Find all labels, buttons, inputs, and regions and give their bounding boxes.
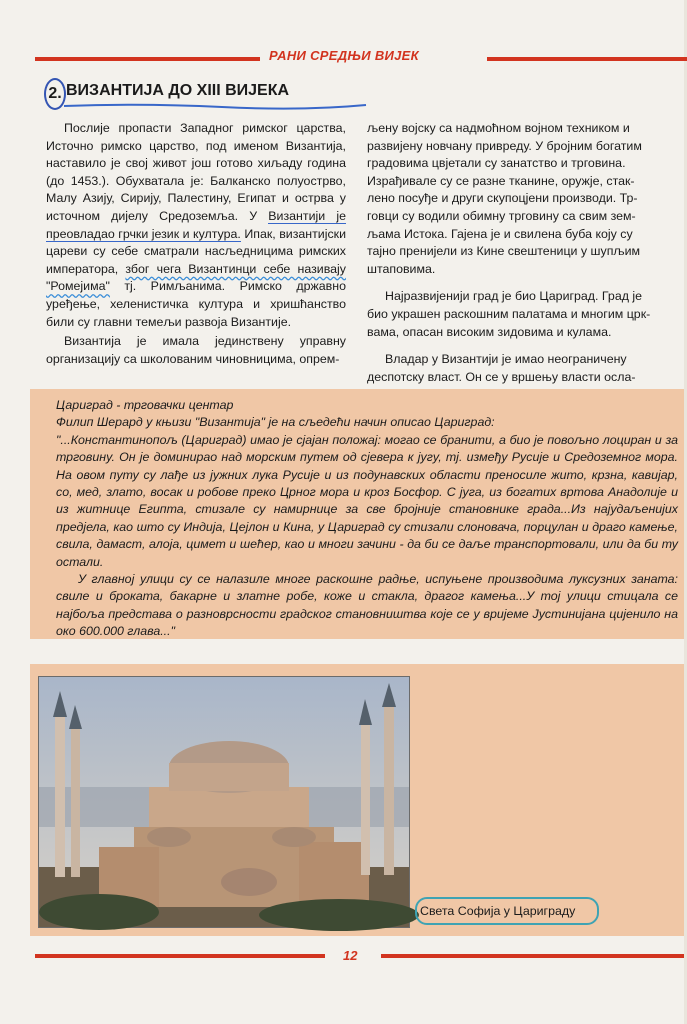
illustration-box xyxy=(30,664,684,936)
footer-rule-left xyxy=(35,954,325,958)
chapter-heading xyxy=(44,78,344,110)
text-line: љену војску са надмоћном војном техником и xyxy=(367,121,630,135)
text-line: Израђивале су се разне тканине, оружје, стак- xyxy=(367,173,635,188)
quote-paragraph-2: У главној улици су се налазиле многе раскошне радње, испуњене производима луксузних заната: свиле и броката, бакарне и златне робе, коже и стакла, драгог камења...У тој улици стицала се најбоља представа о разноврсности градског становништва које се у вријеме Јустинијана цијенило на око 600.000 глава..." xyxy=(56,572,678,639)
text-line: вама, опасан високим зидовима и кулама. xyxy=(367,324,612,339)
right-paragraph-capital xyxy=(367,288,684,341)
hagia-sophia-photo xyxy=(38,676,410,928)
text-line: говци су водили обимну трговину са свим зем- xyxy=(367,208,636,223)
underlined-greek-language: Византији је преовладао грчки језик и култура. xyxy=(46,208,346,241)
text-line: тајно пренијели из Кине свештеници у шупљим xyxy=(367,244,641,259)
right-paragraph-economy xyxy=(367,120,684,278)
page-number: 12 xyxy=(343,948,358,963)
text-line: развијену новчану привреду. У бројним богатим xyxy=(367,138,642,153)
running-head-label: РАНИ СРЕДЊИ ВИЈЕК xyxy=(269,48,419,63)
paragraph-intro-part-c: Ипак, византијски цареви су себе сматрали насљедницима римских императора, xyxy=(46,226,346,276)
running-head-rule-left xyxy=(35,57,260,61)
right-paragraph-ruler xyxy=(367,351,684,386)
text-line: лено посуђе и други скупоцјени производи. Тр- xyxy=(367,191,638,206)
underlined-romeji: због чега Византинци себе називају "Ромејима" xyxy=(46,261,346,294)
chapter-title: ВИЗАНТИЈА ДО XIII ВИЈЕКА xyxy=(66,82,290,99)
text-line: био украшен раскошним палатама и многим црк- xyxy=(367,306,651,321)
handwritten-underline xyxy=(62,102,368,110)
quote-intro: Филип Шерард у књизи "Византија" је на сљедећи начин описао Цариград: xyxy=(56,415,495,430)
text-line: љама Истока. Гајена је и свилена буба коју су xyxy=(367,226,633,241)
text-line: Најразвијенији град је био Цариград. Град је xyxy=(385,289,643,304)
text-line: градовима цвјетали су занатство и трговина. xyxy=(367,156,626,171)
text-line: Владар у Византији је имао неограничену xyxy=(385,352,627,367)
paragraph-intro-part-a: Послије пропасти Западног римског царства, Источно римско царство, под именом Византија, наставило је свој живот још готово хиљаду година (до 1453.). Обухватала је: Балканско полуострво, Малу Азију, Сирију, Палестину, Египат и острва у источном дијелу Средоземља. У xyxy=(46,121,346,223)
running-head xyxy=(35,48,684,68)
hagia-sophia-illustration xyxy=(39,677,409,927)
paragraph-intro xyxy=(46,120,346,331)
running-head-rule-right xyxy=(487,57,687,61)
chapter-number: 2. xyxy=(44,78,66,110)
quote-heading: Цариград - трговачки центар xyxy=(56,398,234,412)
right-text-column xyxy=(367,120,684,384)
photo-caption: Света Софија у Цариграду xyxy=(420,904,576,918)
quote-box-content xyxy=(56,397,678,641)
paragraph-intro-part-e: тј. Римљанима. Римско државно уређење, хеленистичка култура и хришћанство били су главни темељи развоја Византије. xyxy=(46,279,346,329)
text-line: штаповима. xyxy=(367,261,436,276)
quote-box xyxy=(30,389,684,639)
footer-rule-right xyxy=(381,954,684,958)
text-line: деспотску власт. Он се у вршењу власти осла- xyxy=(367,369,636,384)
quote-paragraph-1: "...Константинопољ (Цариград) имао је сјајан положај: могао се бранити, а био је повољно лоциран и за трговину. Он је доминирао над морским путем од сјевера к југу, тј. између Русије и Средоземног мора. На овом путу су лађе из јужних лука Русије и из подунавских области преносиле жито, крзна, кавијар, со, мед, злато, восак и робове преко Црног мора и кроз Босфор. С југа, из богатих вртова Анадолије и из житнице Египта, стизале су намирнице за све бројније становнике града...Из најудаљенијих предјела, као што су Индија, Цејлон и Кина, у Цариград су стизали слоновача, порцулан и драго камење, свила, дамаст, алоја, цимет и шећер, као и многи зачини - да би се даље транспортовали, или да би ту остали. xyxy=(56,432,678,569)
left-text-column xyxy=(46,120,346,368)
paragraph-administration: Византија је имала јединствену управну организацију са школованим чиновницима, опрем- xyxy=(46,334,346,366)
page-footer xyxy=(35,948,684,968)
